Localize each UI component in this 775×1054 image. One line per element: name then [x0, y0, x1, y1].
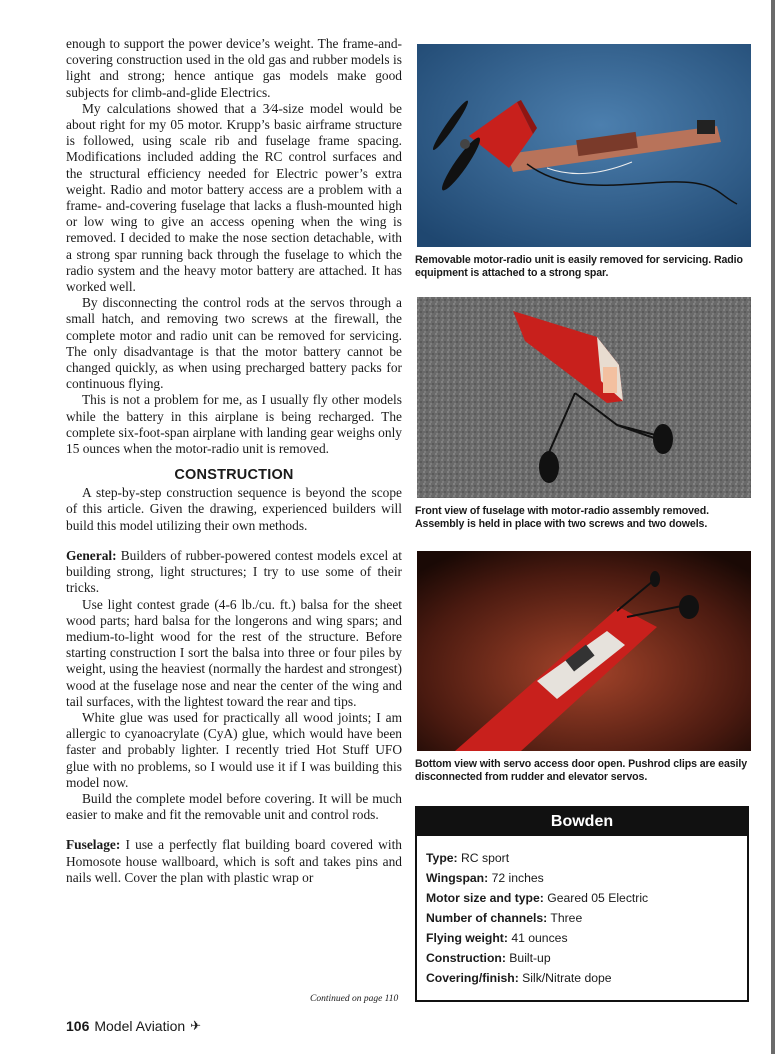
- general-paragraph: [66, 548, 402, 597]
- airplane-icon: ✈: [190, 1018, 202, 1033]
- spec-item: [426, 888, 747, 908]
- page-edge: [771, 0, 775, 1054]
- section-heading: CONSTRUCTION: [174, 467, 294, 484]
- spec-value: RC sport: [461, 851, 510, 865]
- fuselage-text: I use a perfectly flat building board covered with Homosote house wallboard, which is soft and takes pins and nails well. Cover the plan with plastic wrap or: [66, 837, 402, 885]
- page-footer: [66, 1018, 201, 1034]
- spec-item: [426, 928, 747, 948]
- spec-list: [417, 836, 747, 988]
- spec-value: Geared 05 Electric: [547, 891, 649, 905]
- caption-photo-3: Bottom view with servo access door open. Pushrod clips are easily disconnected from rudder and elevator servos.: [415, 758, 748, 783]
- spec-value: Three: [550, 911, 583, 925]
- continued-note: Continued on page 110: [310, 994, 399, 1004]
- spec-value: 72 inches: [491, 871, 544, 885]
- article-paragraph: My calculations showed that a 3⁄4-size model would be about right for my 05 motor. Krupp’s basic airframe structure is followed, using scale rib and fuselage frame spacing. Modifications included adding the RC control surfaces and the structural efficiency needed for Electric power’s extra weight. Radio and motor battery access are a problem with a frame- and-covering fuselage that lacks a flush-mounted high or low wing to give an access opening when the wing is removed. I decided to make the nose section detachable, with a strong spar running back through the fuselage to which the radio system and the heavy motor battery are attached. It has worked well.: [66, 100, 402, 295]
- spec-value: Silk/Nitrate dope: [522, 971, 612, 985]
- caption-photo-2: Front view of fuselage with motor-radio assembly removed. Assembly is held in place with two screws and two dowels.: [415, 505, 709, 530]
- spec-item: [426, 848, 747, 868]
- spec-box: [415, 806, 749, 1002]
- article-paragraph: enough to support the power device’s weight. The frame-and-covering construction used in the old gas and rubber models is light and strong; hence antique gas models make good subjects for climb-and-glide Electrics.: [66, 36, 402, 100]
- fuselage-lead: Fuselage:: [66, 837, 121, 853]
- photo-fuselage-front-image: [417, 297, 751, 498]
- photo-bottom-view: [417, 551, 751, 751]
- caption-photo-1: Removable motor-radio unit is easily removed for servicing. Radio equipment is attached to a strong spar.: [415, 254, 743, 279]
- photo-motor-radio-unit: [417, 44, 751, 247]
- spec-label: Wingspan:: [426, 871, 489, 885]
- spec-value: Built-up: [509, 951, 551, 965]
- spec-item: [426, 968, 747, 988]
- spec-item: [426, 908, 747, 928]
- page-number: 106: [66, 1018, 90, 1034]
- spec-value: 41 ounces: [511, 931, 568, 945]
- photo-bottom-view-image: [417, 551, 751, 751]
- article-paragraph: A step-by-step construction sequence is beyond the scope of this article. Given the drawing, experienced builders will build this model utilizing their own methods.: [66, 485, 402, 533]
- spec-title: Bowden: [417, 808, 747, 836]
- spec-item: [426, 948, 747, 968]
- spec-item: [426, 868, 747, 888]
- spec-label: Covering/finish:: [426, 971, 519, 985]
- spec-label: Construction:: [426, 951, 506, 965]
- general-text: Builders of rubber-powered contest models excel at building strong, light structures; I try to use some of their tricks.: [66, 547, 402, 596]
- fuselage-paragraph: [66, 837, 402, 886]
- article-paragraph: White glue was used for practically all wood joints; I am allergic to cyanoacrylate (CyA) glue, which would have been faster and probably lighter. I recently tried Hot Stuff UFO glue with no problems, so I would use it if I was building this model now.: [66, 709, 402, 790]
- spec-label: Type:: [426, 851, 458, 865]
- photo-fuselage-front: [417, 297, 751, 498]
- magazine-name: Model Aviation: [94, 1018, 186, 1034]
- article-paragraph: Use light contest grade (4-6 lb./cu. ft.) balsa for the sheet wood parts; hard balsa for the longerons and wing spars; and medium-to-light wood for the rest of the structure. Before starting construction I sort the balsa into three or four piles by weight, using the heaviest (normally the hardest and strongest) wood at the fuselage nose and near the center of the wing and tail surfaces, with the lightest toward the rear and tips.: [66, 596, 402, 709]
- spec-label: Flying weight:: [426, 931, 508, 945]
- article-column: [66, 36, 402, 886]
- article-paragraph: By disconnecting the control rods at the servos through a small hatch, and removing two screws at the firewall, the complete motor and radio unit can be removed for servicing. The only disadvantage is that the motor battery cannot be changed quickly, as when using precharged battery packs for continuous flying.: [66, 295, 402, 392]
- article-paragraph: This is not a problem for me, as I usually fly other models while the battery in this airplane is being recharged. The complete six-foot-span airplane with landing gear weighs only 15 ounces when the motor-radio unit is removed.: [66, 392, 402, 457]
- spec-label: Motor size and type:: [426, 891, 544, 905]
- article-paragraph: Build the complete model before covering. It will be much easier to make and fit the removable unit and control rods.: [66, 790, 402, 823]
- photo-motor-radio-unit-image: [417, 44, 751, 247]
- general-lead: General:: [66, 547, 117, 563]
- spec-label: Number of channels:: [426, 911, 548, 925]
